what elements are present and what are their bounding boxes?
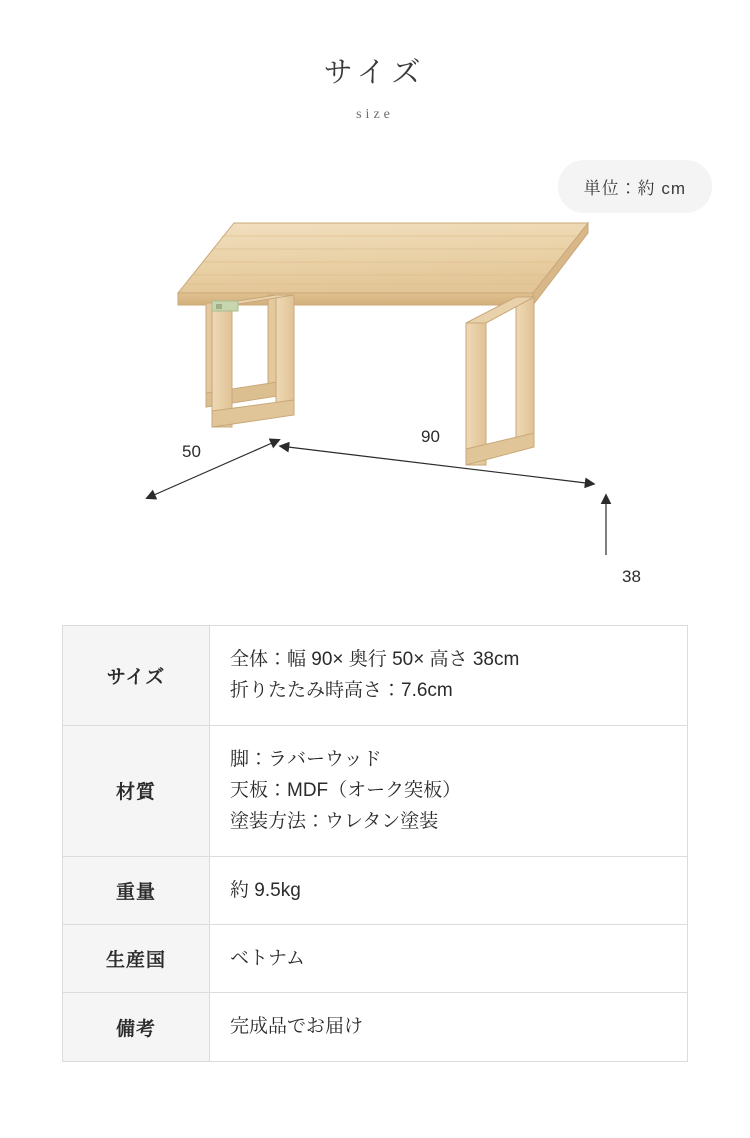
table-row <box>63 856 688 924</box>
table-illustration <box>0 175 750 555</box>
spec-label-size: サイズ <box>63 626 210 726</box>
spec-value-line: 塗装方法：ウレタン塗装 <box>230 811 439 833</box>
spec-value-line: ベトナム <box>230 948 306 970</box>
spec-value-remarks <box>210 993 688 1061</box>
spec-label-weight: 重量 <box>63 856 210 924</box>
page-header <box>0 0 750 123</box>
dimension-label-width: 90 <box>421 426 440 446</box>
spec-table <box>62 625 688 1062</box>
spec-value-line: 約 9.5kg <box>230 879 301 901</box>
unit-note-badge: 単位：約 cm <box>558 160 712 213</box>
spec-value-line: 全体：幅 90× 奥行 50× 高さ 38cm <box>230 649 520 670</box>
spec-value-country <box>210 925 688 993</box>
spec-value-line: 完成品でお届け <box>230 1016 364 1038</box>
table-row <box>63 993 688 1061</box>
spec-value-line: 天板：MDF（オーク突板） <box>230 780 462 802</box>
spec-label-remarks: 備考 <box>63 993 210 1061</box>
spec-label-material: 材質 <box>63 725 210 856</box>
page-subtitle: size <box>356 106 394 122</box>
size-diagram <box>0 175 750 586</box>
spec-value-size <box>210 626 688 726</box>
table-row <box>63 725 688 856</box>
spec-label-country: 生産国 <box>63 925 210 993</box>
spec-value-line: 脚：ラバーウッド <box>230 748 382 770</box>
spec-value-weight <box>210 856 688 924</box>
dimension-label-depth: 50 <box>182 441 201 461</box>
page-title: サイズ <box>323 57 427 89</box>
table-row <box>63 925 688 993</box>
dimension-label-height: 38 <box>622 566 641 586</box>
spec-value-line: 折りたたみ時高さ：7.6cm <box>230 680 453 702</box>
table-row <box>63 626 688 726</box>
spec-value-material <box>210 725 688 856</box>
